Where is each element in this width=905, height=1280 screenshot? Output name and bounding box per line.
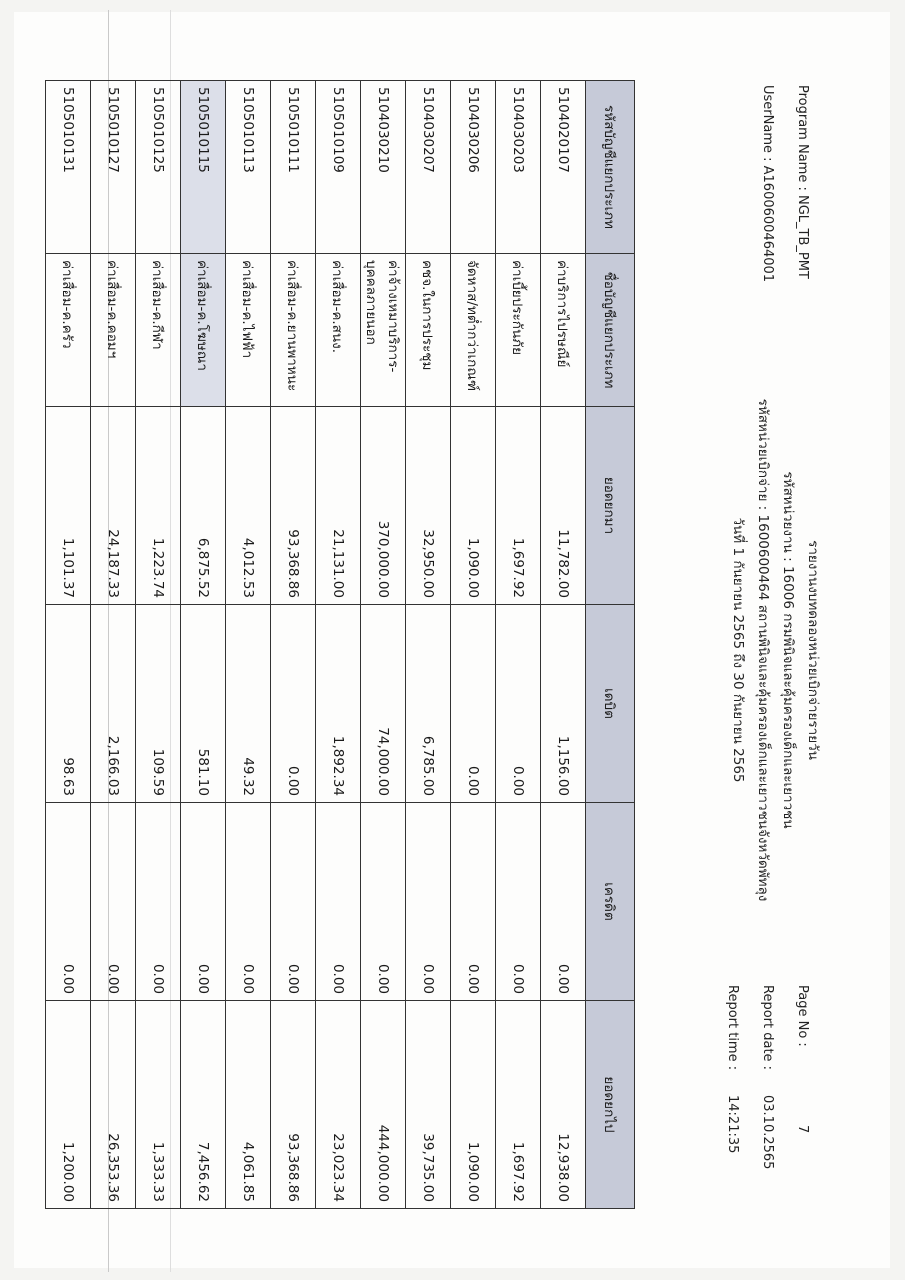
account-code: 5104030203	[496, 81, 541, 254]
debit: 0.00	[271, 605, 316, 803]
brought-forward: 32,950.00	[406, 407, 451, 605]
col-header-account-name: ชื่อบัญชีแยกประเภท	[586, 254, 635, 407]
credit: 0.00	[46, 803, 91, 1001]
carried-forward: 4,061.85	[226, 1001, 271, 1209]
carried-forward: 26,353.36	[91, 1001, 136, 1209]
debit: 581.10	[181, 605, 226, 803]
table-row	[541, 81, 586, 1209]
debit: 0.00	[496, 605, 541, 803]
account-code: 5105010115	[181, 81, 226, 254]
username: UserName : A1600600464001	[760, 85, 775, 283]
account-name: ค่าเสื่อม-ค.ยานพาหนะ	[271, 254, 316, 407]
report-date: 03.10.2565	[760, 1095, 775, 1170]
brought-forward: 93,368.86	[271, 407, 316, 605]
debit: 2,166.03	[91, 605, 136, 803]
debit: 1,892.34	[316, 605, 361, 803]
table-row	[451, 81, 496, 1209]
debit: 6,785.00	[406, 605, 451, 803]
credit: 0.00	[361, 803, 406, 1001]
carried-forward: 1,090.00	[451, 1001, 496, 1209]
account-name: ค่าเสื่อม-ค.ครัว	[46, 254, 91, 407]
col-header-account-code: รหัสบัญชีแยกประเภท	[586, 81, 635, 254]
brought-forward: 1,090.00	[451, 407, 496, 605]
date-range: วันที่ 1 กันยายน 2565 ถึง 30 กันยายน 2565	[730, 517, 746, 783]
carried-forward: 1,333.33	[136, 1001, 181, 1209]
table-header-row	[586, 81, 635, 1209]
carried-forward: 1,200.00	[46, 1001, 91, 1209]
credit: 0.00	[136, 803, 181, 1001]
credit: 0.00	[451, 803, 496, 1001]
debit: 49.32	[226, 605, 271, 803]
credit: 0.00	[541, 803, 586, 1001]
brought-forward: 6,875.52	[181, 407, 226, 605]
page-no-label: Page No :	[795, 985, 810, 1047]
brought-forward: 11,782.00	[541, 407, 586, 605]
brought-forward: 21,131.00	[316, 407, 361, 605]
credit: 0.00	[496, 803, 541, 1001]
account-name: ค่าเสื่อม-ค.คอมฯ	[91, 254, 136, 407]
disbursement-unit-line: รหัสหน่วยเบิกจ่าย : 1600600464 สถานพินิจและคุ้มครองเด็กและเยาวชนจังหวัดพัทลุง	[755, 398, 771, 902]
debit: 98.63	[46, 605, 91, 803]
col-header-debit: เดบิต	[586, 605, 635, 803]
account-code: 5105010127	[91, 81, 136, 254]
account-name: ค่าจ้างเหมาบริการ- บุคคลภายนอก	[361, 254, 406, 407]
account-code: 5104020107	[541, 81, 586, 254]
account-code: 5104030206	[451, 81, 496, 254]
report-date-label: Report date :	[760, 985, 775, 1071]
account-name: ค่าเสื่อม-ค.ไฟฟ้า	[226, 254, 271, 407]
account-name: คชจ.ในการประชุม	[406, 254, 451, 407]
debit: 109.59	[136, 605, 181, 803]
account-name: ค่าเสื่อม-ค.กีฬา	[136, 254, 181, 407]
account-code: 5105010111	[271, 81, 316, 254]
table-row	[91, 81, 136, 1209]
table-row	[226, 81, 271, 1209]
table-row	[496, 81, 541, 1209]
credit: 0.00	[271, 803, 316, 1001]
brought-forward: 1,223.74	[136, 407, 181, 605]
carried-forward: 7,456.62	[181, 1001, 226, 1209]
table-row	[46, 81, 91, 1209]
account-code: 5105010113	[226, 81, 271, 254]
col-header-carried-forward: ยอดยกไป	[586, 1001, 635, 1209]
brought-forward: 1,101.37	[46, 407, 91, 605]
account-code: 5105010125	[136, 81, 181, 254]
report-title: รายงานงบทดลองหน่วยเบิกจ่ายรายวัน	[805, 540, 821, 760]
table-row	[271, 81, 316, 1209]
agency-line: รหัสหน่วยงาน : 16006 กรมพินิจและคุ้มครองเด็กและเยาวชน	[780, 471, 796, 829]
carried-forward: 23,023.34	[316, 1001, 361, 1209]
credit: 0.00	[181, 803, 226, 1001]
col-header-credit: เครดิต	[586, 803, 635, 1001]
trial-balance-table	[45, 80, 635, 1209]
account-name: ค่าเสื่อม-ค.โฆษณา	[181, 254, 226, 407]
brought-forward: 24,187.33	[91, 407, 136, 605]
credit: 0.00	[226, 803, 271, 1001]
carried-forward: 93,368.86	[271, 1001, 316, 1209]
account-name: ค่าบริการไปรษณีย์	[541, 254, 586, 407]
program-name: Program Name : NGL_TB_PMT	[795, 85, 810, 279]
report-time-label: Report time :	[725, 985, 740, 1071]
debit: 74,000.00	[361, 605, 406, 803]
table-row	[406, 81, 451, 1209]
col-header-brought-forward: ยอดยกมา	[586, 407, 635, 605]
account-name: จัดหาส/ทต่ำกว่าเกณฑ์	[451, 254, 496, 407]
report-time: 14:21:35	[725, 1095, 740, 1154]
table-row	[136, 81, 181, 1209]
account-name: ค่าเบี้ยประกันภัย	[496, 254, 541, 407]
table-row	[361, 81, 406, 1209]
brought-forward: 1,697.92	[496, 407, 541, 605]
debit: 0.00	[451, 605, 496, 803]
table-row	[181, 81, 226, 1209]
credit: 0.00	[316, 803, 361, 1001]
carried-forward: 39,735.00	[406, 1001, 451, 1209]
credit: 0.00	[91, 803, 136, 1001]
account-code: 5105010109	[316, 81, 361, 254]
carried-forward: 444,000.00	[361, 1001, 406, 1209]
account-code: 5104030207	[406, 81, 451, 254]
credit: 0.00	[406, 803, 451, 1001]
table-row	[316, 81, 361, 1209]
carried-forward: 1,697.92	[496, 1001, 541, 1209]
account-code: 5104030210	[361, 81, 406, 254]
account-name: ค่าเสื่อม-ค.สนง.	[316, 254, 361, 407]
page-no: 7	[795, 1125, 810, 1134]
brought-forward: 370,000.00	[361, 407, 406, 605]
debit: 1,156.00	[541, 605, 586, 803]
brought-forward: 4,012.53	[226, 407, 271, 605]
carried-forward: 12,938.00	[541, 1001, 586, 1209]
account-code: 5105010131	[46, 81, 91, 254]
